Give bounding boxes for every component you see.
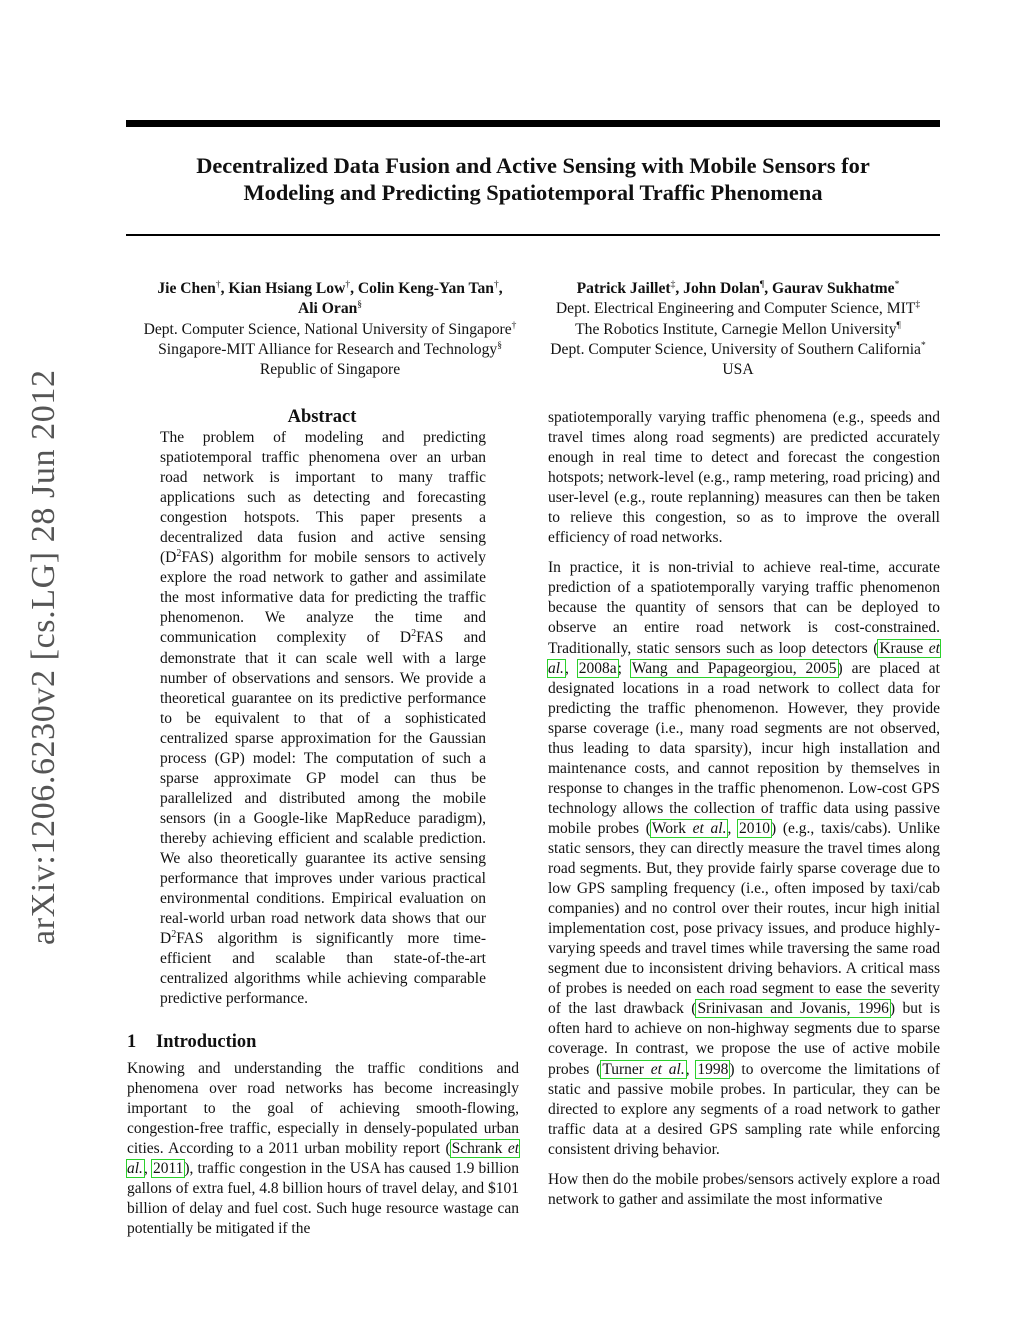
abstract-text-part-1: The problem of modeling and predicting spatiotemporal traffic phenomena over an urban road network is important to many traffic applications such as detecting and forecasting congestion hotspots. This paper presents a decentralized data fusion and active sensing (D: [160, 429, 486, 567]
intro-text: ), traffic congestion in the USA has caused 1.9 billion gallons of extra fuel, 4.8 billion hours of travel delay, and $101 billion of delay and fuel cost. Such huge resource wastage can potentially be mitigated if the: [127, 1160, 519, 1238]
abstract-body: [160, 428, 486, 1009]
citation-link-turner[interactable]: [601, 1061, 685, 1078]
citation-author: Work: [651, 819, 693, 837]
affiliation-cmu: The Robotics Institute, Carnegie Mellon University¶: [575, 320, 901, 338]
author-names-line-1: Jie Chen†, Kian Hsiang Low†, Colin Keng-Yan Tan†,: [157, 280, 503, 297]
author-names-line-2: Ali Oran§: [297, 300, 363, 318]
title-rule-top: [126, 120, 940, 127]
arxiv-identifier: arXiv:1206.6230v2 [cs.LG] 28 Jun 2012: [25, 369, 62, 945]
citation-etal: et al.: [692, 819, 727, 837]
citation-author: Schrank: [451, 1140, 508, 1158]
title-line-1: Decentralized Data Fusion and Active Sensing with Mobile Sensors for: [196, 153, 870, 178]
section-heading-introduction: [127, 1030, 256, 1054]
title-rule-bottom: [126, 234, 940, 236]
author-block-right: [528, 279, 948, 380]
affiliation-usc: Dept. Computer Science, University of Southern California*: [550, 340, 926, 358]
citation-separator: ;: [617, 659, 631, 677]
superscript-2: 2: [411, 628, 417, 640]
right-paragraph-2: [548, 558, 940, 1159]
paper-title: [126, 152, 940, 206]
citation-separator: ,: [564, 659, 578, 677]
affiliation-smart: Singapore-MIT Alliance for Research and Technology§: [158, 340, 502, 358]
author-names-right: Patrick Jaillet‡, John Dolan¶, Gaurav Sukhatme*: [576, 280, 900, 297]
paragraph-text: ) are placed at designated locations in a road network to collect data for predicting the traffic phenomenon. However, they provide sparse coverage (i.e., many road segments are not observed, thus leading to data sparsity), incur high installation and maintenance costs, and cannot reposition by themselves in response to changes in the traffic phenomenon. Low-cost GPS technology allows the collection of traffic data using passive mobile probes (: [548, 659, 940, 837]
intro-text: Knowing and understanding the traffic conditions and phenomena over road networks has become increasingly important to the goal of achieving smooth-flowing, congestion-free traffic, especially in densely-populated urban cities. According to a 2011 urban mobility report (: [127, 1060, 519, 1158]
affiliation-nus: Dept. Computer Science, National University of Singapore†: [143, 320, 517, 338]
citation-link-srinivasan[interactable]: Srinivasan and Jovanis, 1996: [697, 1000, 889, 1018]
paragraph-text: ) but is often hard to achieve on non-highway segments due to sparse coverage. In contrast, we propose the use of active mobile probes (: [548, 1000, 941, 1078]
citation-etal: et al.: [548, 639, 940, 677]
citation-year-link[interactable]: 2011: [152, 1160, 184, 1178]
citation-year-link[interactable]: 2010: [739, 819, 771, 837]
intro-paragraph-1: [127, 1059, 519, 1239]
right-paragraph-1: spatiotemporally varying traffic phenomena (e.g., speeds and travel times along road segments) are predicted accurately enough in real time to detect and forecast the congestion hotspots; network-level (e.g., ramp metering, road pricing) and user-level (e.g., route replanning) measures can then be taken to relieve this congestion, so as to improve the overall efficiency of road networks.: [548, 409, 940, 547]
citation-link-wang[interactable]: Wang and Papageorgiou, 2005: [631, 659, 837, 677]
abstract-text-part-4: FAS algorithm is significantly more time-efficient and scalable than state-of-the-art centralized algorithms while achieving comparable predictive performance.: [160, 930, 486, 1008]
superscript-2: 2: [171, 929, 177, 941]
section-title: Introduction: [156, 1032, 257, 1052]
affiliation-mit: Dept. Electrical Engineering and Computer Science, MIT‡: [555, 300, 921, 318]
section-number: 1: [127, 1032, 137, 1052]
paragraph-text: ) to overcome the limitations of static and passive mobile probes. In particular, they can be directed to explore any segments of a road network to gather traffic data at a desired GPS sampling rate while enforcing consistent driving behavior.: [548, 1060, 940, 1158]
author-block-left: [120, 279, 540, 380]
citation-etal: et al.: [650, 1060, 685, 1078]
paragraph-text: In practice, it is non-trivial to achieve real-time, accurate prediction of a spatiotemporally varying traffic phenomenon because the quantity of sensors that can be deployed to observe an entire road network is cost-constrained. Traditionally, static sensors such as loop detectors (: [548, 559, 940, 657]
citation-author: Krause: [879, 639, 929, 657]
right-paragraph-3: How then do the mobile probes/sensors actively explore a road network to gather and assimilate the most informative: [548, 1170, 940, 1208]
citation-etal: et al.: [127, 1140, 519, 1178]
citation-link-work[interactable]: [651, 820, 728, 837]
citation-year-link[interactable]: 1998: [697, 1060, 729, 1078]
citation-year-link[interactable]: 2008a: [578, 659, 617, 677]
abstract-heading: Abstract: [287, 407, 357, 427]
citation-separator: ,: [143, 1160, 152, 1178]
right-column-body: [548, 408, 940, 1220]
affiliation-country-singapore: Republic of Singapore: [259, 361, 401, 379]
abstract-text-part-2: FAS) algorithm for mobile sensors to actively explore the road network to gather and assimilate the most informative data for predicting the traffic phenomenon. We analyze the time and communication complexity of D: [160, 549, 486, 647]
citation-separator: ,: [727, 819, 739, 837]
title-line-2: Modeling and Predicting Spatiotemporal Traffic Phenomena: [243, 180, 823, 205]
paragraph-text: ) (e.g., taxis/cabs). Unlike static sensors, they can directly measure the travel times along road segments. But, they provide fairly sparse coverage due to low GPS sampling frequency (i.e., often imposed by taxi/cab companies) and no control over their routes, incur high initial implementation cost, pose privacy issues, and produce highly-varying speeds and travel times while traversing the same road segment due to inconsistent driving behaviors. A critical mass of probes is needed on each road segment to ease the severity of the last drawback (: [548, 819, 940, 1018]
introduction-body: [127, 1059, 519, 1239]
citation-separator: ,: [685, 1060, 697, 1078]
abstract-text-part-3: FAS and demonstrate that it can scale well with a large number of observations and sensors. We provide a theoretical guarantee on its predictive performance to be equivalent to that of a sophisticated centralized sparse approximation for the Gaussian process (GP) model: The computation of such a sparse approximate GP model can thus be parallelized and distributed among the mobile sensors (in a Google-like MapReduce paradigm), thereby achieving efficient and scalable prediction. We also theoretically guarantee its active sensing performance that improves under various practical environmental conditions. Empirical evaluation on real-world urban road network data shows that our D: [160, 629, 486, 948]
affiliation-country-usa: USA: [722, 361, 754, 379]
citation-author: Turner: [602, 1060, 651, 1078]
superscript-2: 2: [176, 548, 182, 560]
